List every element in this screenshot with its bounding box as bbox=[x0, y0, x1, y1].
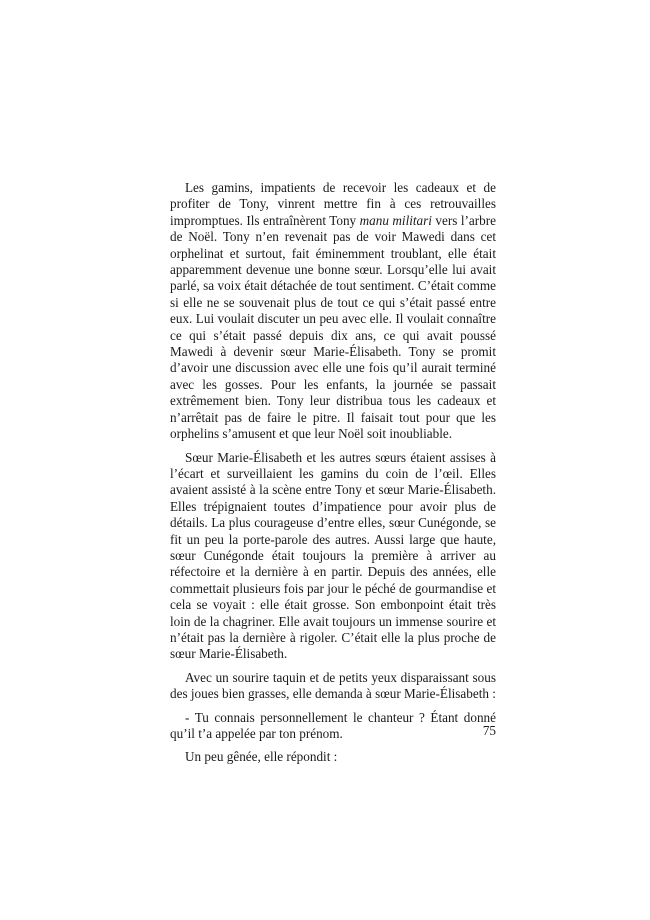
paragraph-2: Sœur Marie-Élisabeth et les autres sœurs étaient assises à l’écart et surveillaient les gamins du coin de l’œil. Elles avaient assisté à la scène entre Tony et sœur Marie-Élisabeth. Elles trépignaient toutes d’impatience pour avoir plus de détails. La plus courageuse d’entre elles, sœur Cunégonde, se fit un peu la porte-parole des autres. Aussi large que haute, sœur Cunégonde était toujours la première à arriver au réfectoire et la dernière à en partir. Depuis des années, elle commettait plusieurs fois par jour le péché de gourmandise et cela se voyait : elle était grosse. Son embonpoint était très loin de la chagriner. Elle avait toujours un immense sourire et n’était pas la dernière à rigoler. C’était elle la plus proche de sœur Marie-Élisabeth. bbox=[170, 449, 496, 662]
paragraph-5: Un peu gênée, elle répondit : bbox=[185, 749, 338, 765]
paragraph-1-text-start: Les gamins, impatients de recevoir les cadeaux et de profiter de Tony, vinrent mettre fin à ces retrouvailles impromptues. Ils entraînèrent Tony bbox=[170, 180, 496, 228]
paragraph-4: - Tu connais personnellement le chanteur ? Étant donné qu’il t’a appelée par ton prénom. bbox=[170, 709, 496, 741]
paragraph-3: Avec un sourire taquin et de petits yeux disparaissant sous des joues bien grasses, elle demanda à sœur Marie-Élisabeth : bbox=[170, 669, 496, 702]
page-number: 75 bbox=[482, 723, 496, 738]
italic-phrase: manu militari bbox=[359, 212, 432, 228]
paragraph-1 bbox=[170, 180, 496, 443]
body-text bbox=[170, 180, 496, 773]
paragraph-1-text-end: vers l’arbre de Noël. Tony n’en revenait pas de voir Mawedi dans cet orphelinat et surtout, fait éminemment troublant, elle était apparemment devenue une bonne sœur. Lorsqu’elle lui avait parlé, sa voix était détachée de tout sentiment. C’était comme si elle ne se souvenait plus de tout ce qui s’était passé entre eux. Lui voulait discuter un peu avec elle. Il voulait connaître ce qui s’était passé depuis dix ans, ce qui avait poussé Mawedi à devenir sœur Marie-Élisabeth. Tony se promit d’avoir une discussion avec elle une fois qu’il aurait terminé avec les gosses. Pour les enfants, la journée se passait extrêmement bien. Tony leur distribua tous les cadeaux et n’arrêtait pas de faire le pitre. Il faisait tout pour que les orphelins s’amusent et que leur Noël soit inoubliable. bbox=[170, 212, 496, 442]
